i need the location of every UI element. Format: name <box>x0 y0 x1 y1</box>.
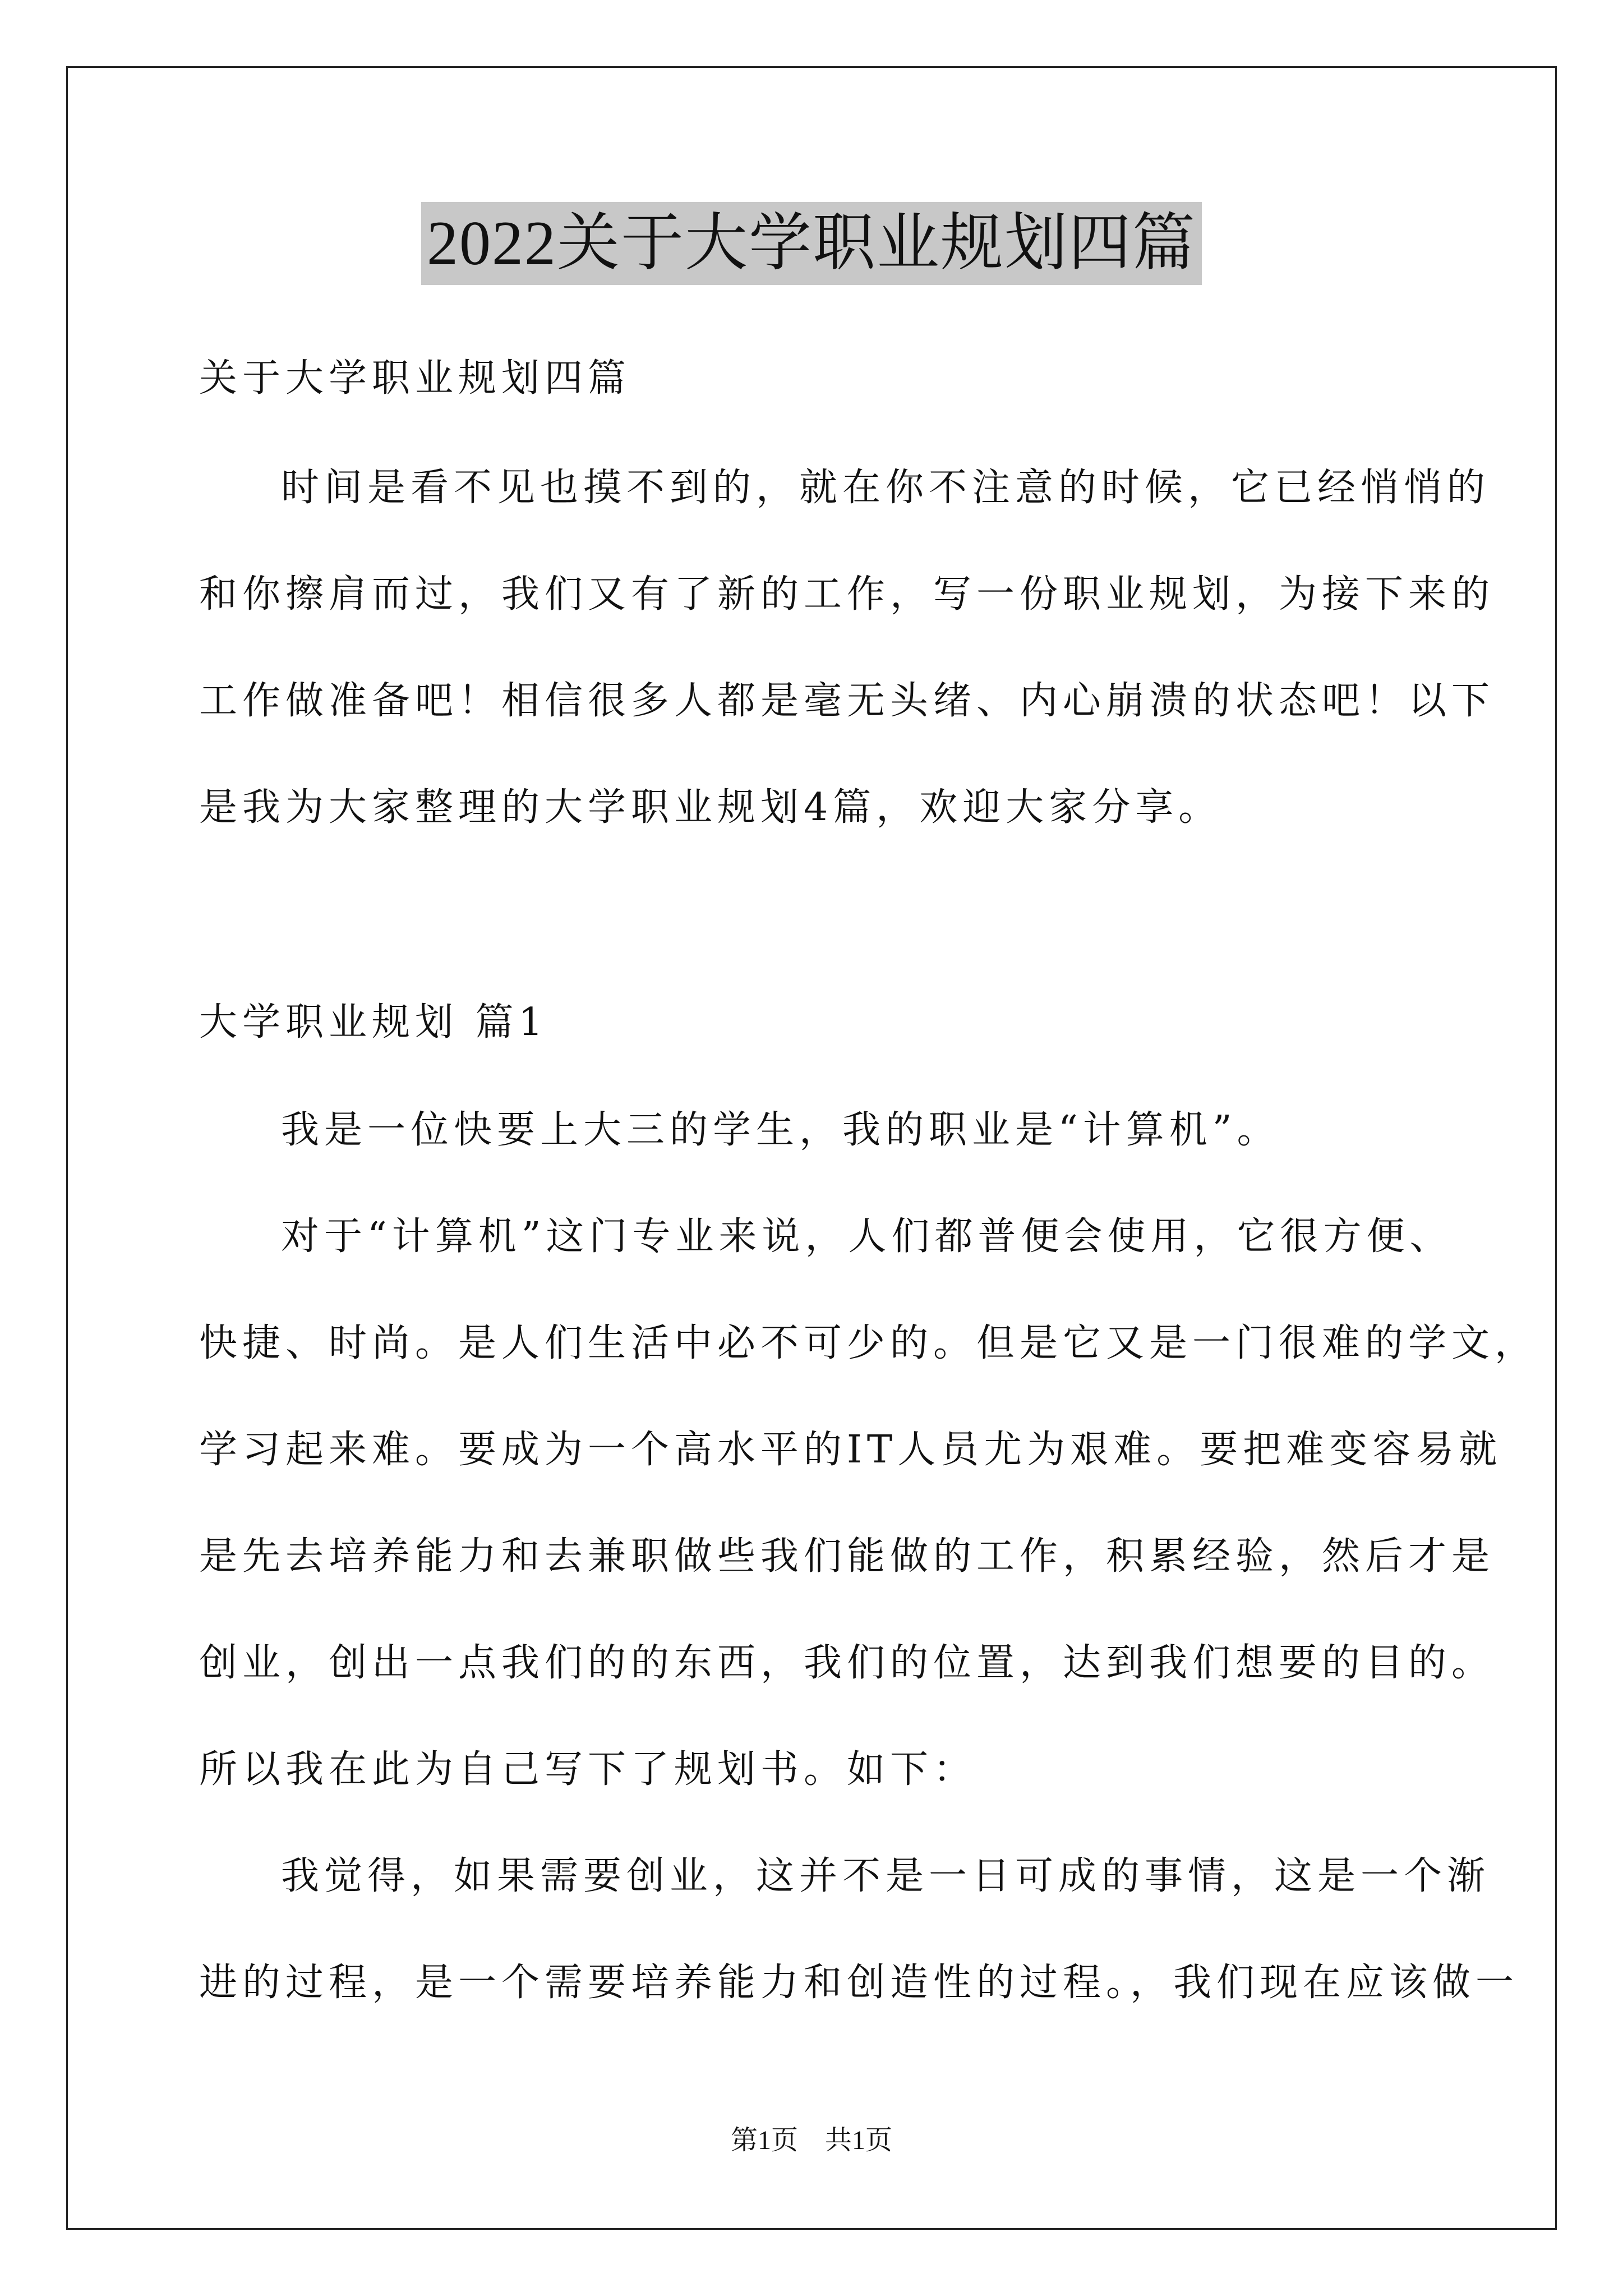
paragraph-line: 我是一位快要上大三的学生，我的职业是“计算机”。 <box>281 1108 1280 1152</box>
intro-line: 是我为大家整理的大学职业规划4篇，欢迎大家分享。 <box>199 785 1222 830</box>
paragraph-line: 创业，创出一点我们的的东西，我们的位置，达到我们想要的目的。 <box>199 1641 1495 1685</box>
paragraph-line: 我觉得，如果需要创业，这并不是一日可成的事情，这是一个渐 <box>281 1854 1491 1898</box>
page-number: 第1页 <box>730 2125 798 2155</box>
intro-line: 工作做准备吧！相信很多人都是毫无头绪、内心崩溃的状态吧！以下 <box>199 679 1495 723</box>
intro-line: 时间是看不见也摸不到的，就在你不注意的时候，它已经悄悄的 <box>281 466 1491 510</box>
paragraph-line: 所以我在此为自己写下了规划书。如下： <box>199 1747 977 1792</box>
paragraph-line: 进的过程，是一个需要培养能力和创造性的过程。，我们现在应该做一 <box>199 1961 1519 2005</box>
paragraph-line: 对于“计算机”这门专业来说，人们都普便会使用，它很方便、 <box>281 1214 1453 1259</box>
total-pages: 共1页 <box>825 2125 893 2155</box>
title-container <box>0 202 1623 285</box>
document-title: 2022关于大学职业规划四篇 <box>421 202 1202 285</box>
paragraph-line: 快捷、时尚。是人们生活中必不可少的。但是它又是一门很难的学文， <box>199 1321 1538 1365</box>
page-footer <box>0 2125 1623 2156</box>
paragraph-line: 是先去培养能力和去兼职做些我们能做的工作，积累经验，然后才是 <box>199 1534 1495 1579</box>
document-subtitle: 关于大学职业规划四篇 <box>199 356 631 401</box>
paragraph-line: 学习起来难。要成为一个高水平的IT人员尤为艰难。要把难变容易就 <box>199 1428 1502 1472</box>
intro-line: 和你擦肩而过，我们又有了新的工作，写一份职业规划，为接下来的 <box>199 572 1495 616</box>
section-heading: 大学职业规划 篇1 <box>199 1000 548 1045</box>
